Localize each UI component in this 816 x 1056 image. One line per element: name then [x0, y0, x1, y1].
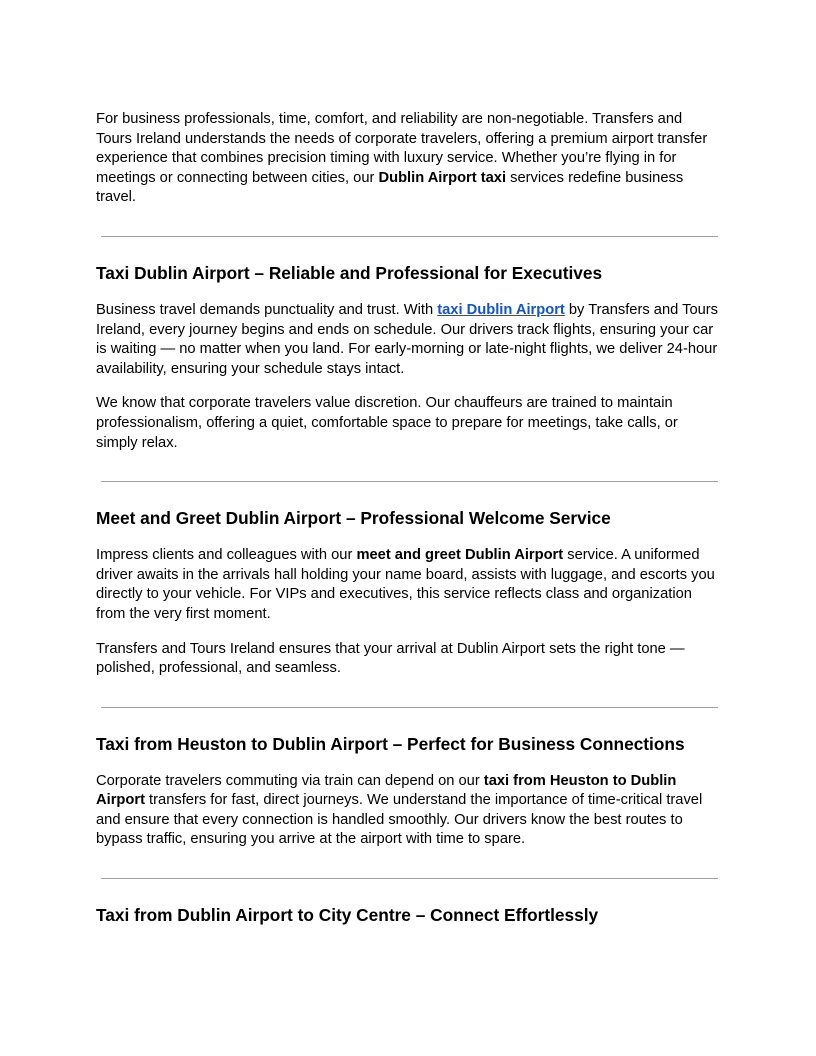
intro-paragraph — [96, 110, 720, 208]
section-divider — [101, 236, 718, 237]
paragraph-text-end: by Transfers and Tours Ireland, every journey begins and ends on schedule. Our drivers track flights, ensuring your car is waiting — no matter when you land. For early-morning or late-night flights, we deliver 24-hour availability, ensuring your schedule stays intact. — [96, 301, 719, 377]
section-divider — [101, 707, 718, 708]
paragraph-text: Corporate travelers commuting via train can depend on our — [96, 772, 484, 789]
paragraph-text-end: transfers for fast, direct journeys. We understand the importance of time-critical travel and ensure that every connection is handled smoothly. Our drivers know the best routes to bypass traffic, ensuring you arrive at the airport with time to spare. — [96, 792, 703, 848]
intro-text-end: services redefine business travel. — [96, 169, 684, 206]
section-heading: Taxi Dublin Airport – Reliable and Professional for Executives — [96, 262, 603, 283]
section-meet-and-greet — [96, 507, 720, 679]
section-city-centre — [96, 904, 720, 926]
section-paragraph — [96, 772, 720, 850]
section-heading: Taxi from Dublin Airport to City Centre – Connect Effortlessly — [96, 905, 599, 926]
section-paragraph — [96, 301, 720, 379]
section-divider — [101, 878, 718, 879]
paragraph-text-end: service. A uniformed driver awaits in the arrivals hall holding your name board, assists with luggage, and escorts you directly to your vehicle. For VIPs and executives, this service reflects class and organization from the very first moment. — [96, 547, 715, 622]
section-heading: Taxi from Heuston to Dublin Airport – Perfect for Business Connections — [96, 733, 685, 754]
paragraph-text: Business travel demands punctuality and trust. With — [96, 301, 438, 318]
section-taxi-dublin-airport — [96, 262, 720, 453]
section-heuston — [96, 733, 720, 850]
intro-text: For business professionals, time, comfort, and reliability are non-negotiable. Transfers and Tours Ireland understands the needs of corporate travelers, offering a premium airport transfer experience that combines precision timing with luxury service. Whether you’re flying in for meetings or connecting between cities, our — [96, 111, 708, 186]
section-paragraph: Transfers and Tours Ireland ensures that your arrival at Dublin Airport sets the right tone — polished, professional, and seamless. — [96, 640, 685, 677]
section-heading: Meet and Greet Dublin Airport – Professional Welcome Service — [96, 508, 611, 529]
document-page — [96, 110, 720, 926]
taxi-dublin-airport-link[interactable]: taxi Dublin Airport — [437, 301, 565, 318]
section-divider — [101, 481, 718, 482]
section-paragraph — [96, 546, 720, 624]
bold-keyword: taxi from Heuston to Dublin Airport — [96, 772, 677, 809]
bold-keyword: meet and greet Dublin Airport — [356, 547, 564, 564]
section-paragraph: We know that corporate travelers value discretion. Our chauffeurs are trained to maintain professionalism, offering a quiet, comfortable space to prepare for meetings, take calls, or simply relax. — [96, 395, 678, 451]
paragraph-text: Impress clients and colleagues with our — [96, 547, 357, 564]
intro-bold-keyword: Dublin Airport taxi — [378, 169, 507, 186]
